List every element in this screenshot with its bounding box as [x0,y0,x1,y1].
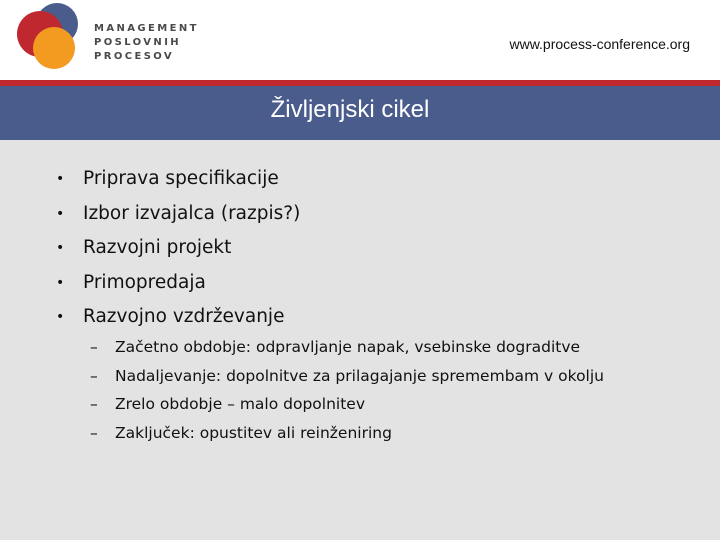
sub-bullet-text: Začetno obdobje: odpravljanje napak, vsebinske dograditve [115,338,581,356]
sub-bullet-marker: – [90,366,98,385]
bullet-text: Razvojni projekt [83,237,232,258]
logo-line-2: POSLOVNIH [94,37,182,48]
sub-bullet-marker: – [90,395,98,413]
bullet-marker: • [56,171,65,187]
sub-bullet-text: Nadaljevanje: dopolnitve za prilagajanje spremembam v okolju [115,366,604,385]
bullet-marker: • [56,240,65,256]
bullet-marker: • [56,309,65,325]
bullet-text: Razvojno vzdrževanje [83,306,285,327]
sub-bullet-marker: – [90,338,98,356]
bullet-marker: • [56,205,65,222]
sub-bullet-marker: – [90,423,98,442]
logo-line-1: MANAGEMENT [94,23,199,34]
logo-line-3: PROCESOV [94,51,175,62]
sub-bullet-text: Zrelo obdobje – malo dopolnitev [115,395,366,413]
conference-url: www.process-conference.org [509,36,690,52]
bullet-text: Izbor izvajalca (razpis?) [83,202,301,224]
sub-bullet-text: Zaključek: opustitev ali reinženiring [115,423,392,442]
logo-wordmark [94,22,199,64]
slide-header [0,0,720,80]
bullet-text: Priprava specifikacije [83,168,279,189]
bullet-marker: • [56,274,65,291]
bullet-text: Primopredaja [83,271,206,293]
logo-circles-icon [10,2,88,72]
slide-title: Življenjski cikel [270,96,430,123]
